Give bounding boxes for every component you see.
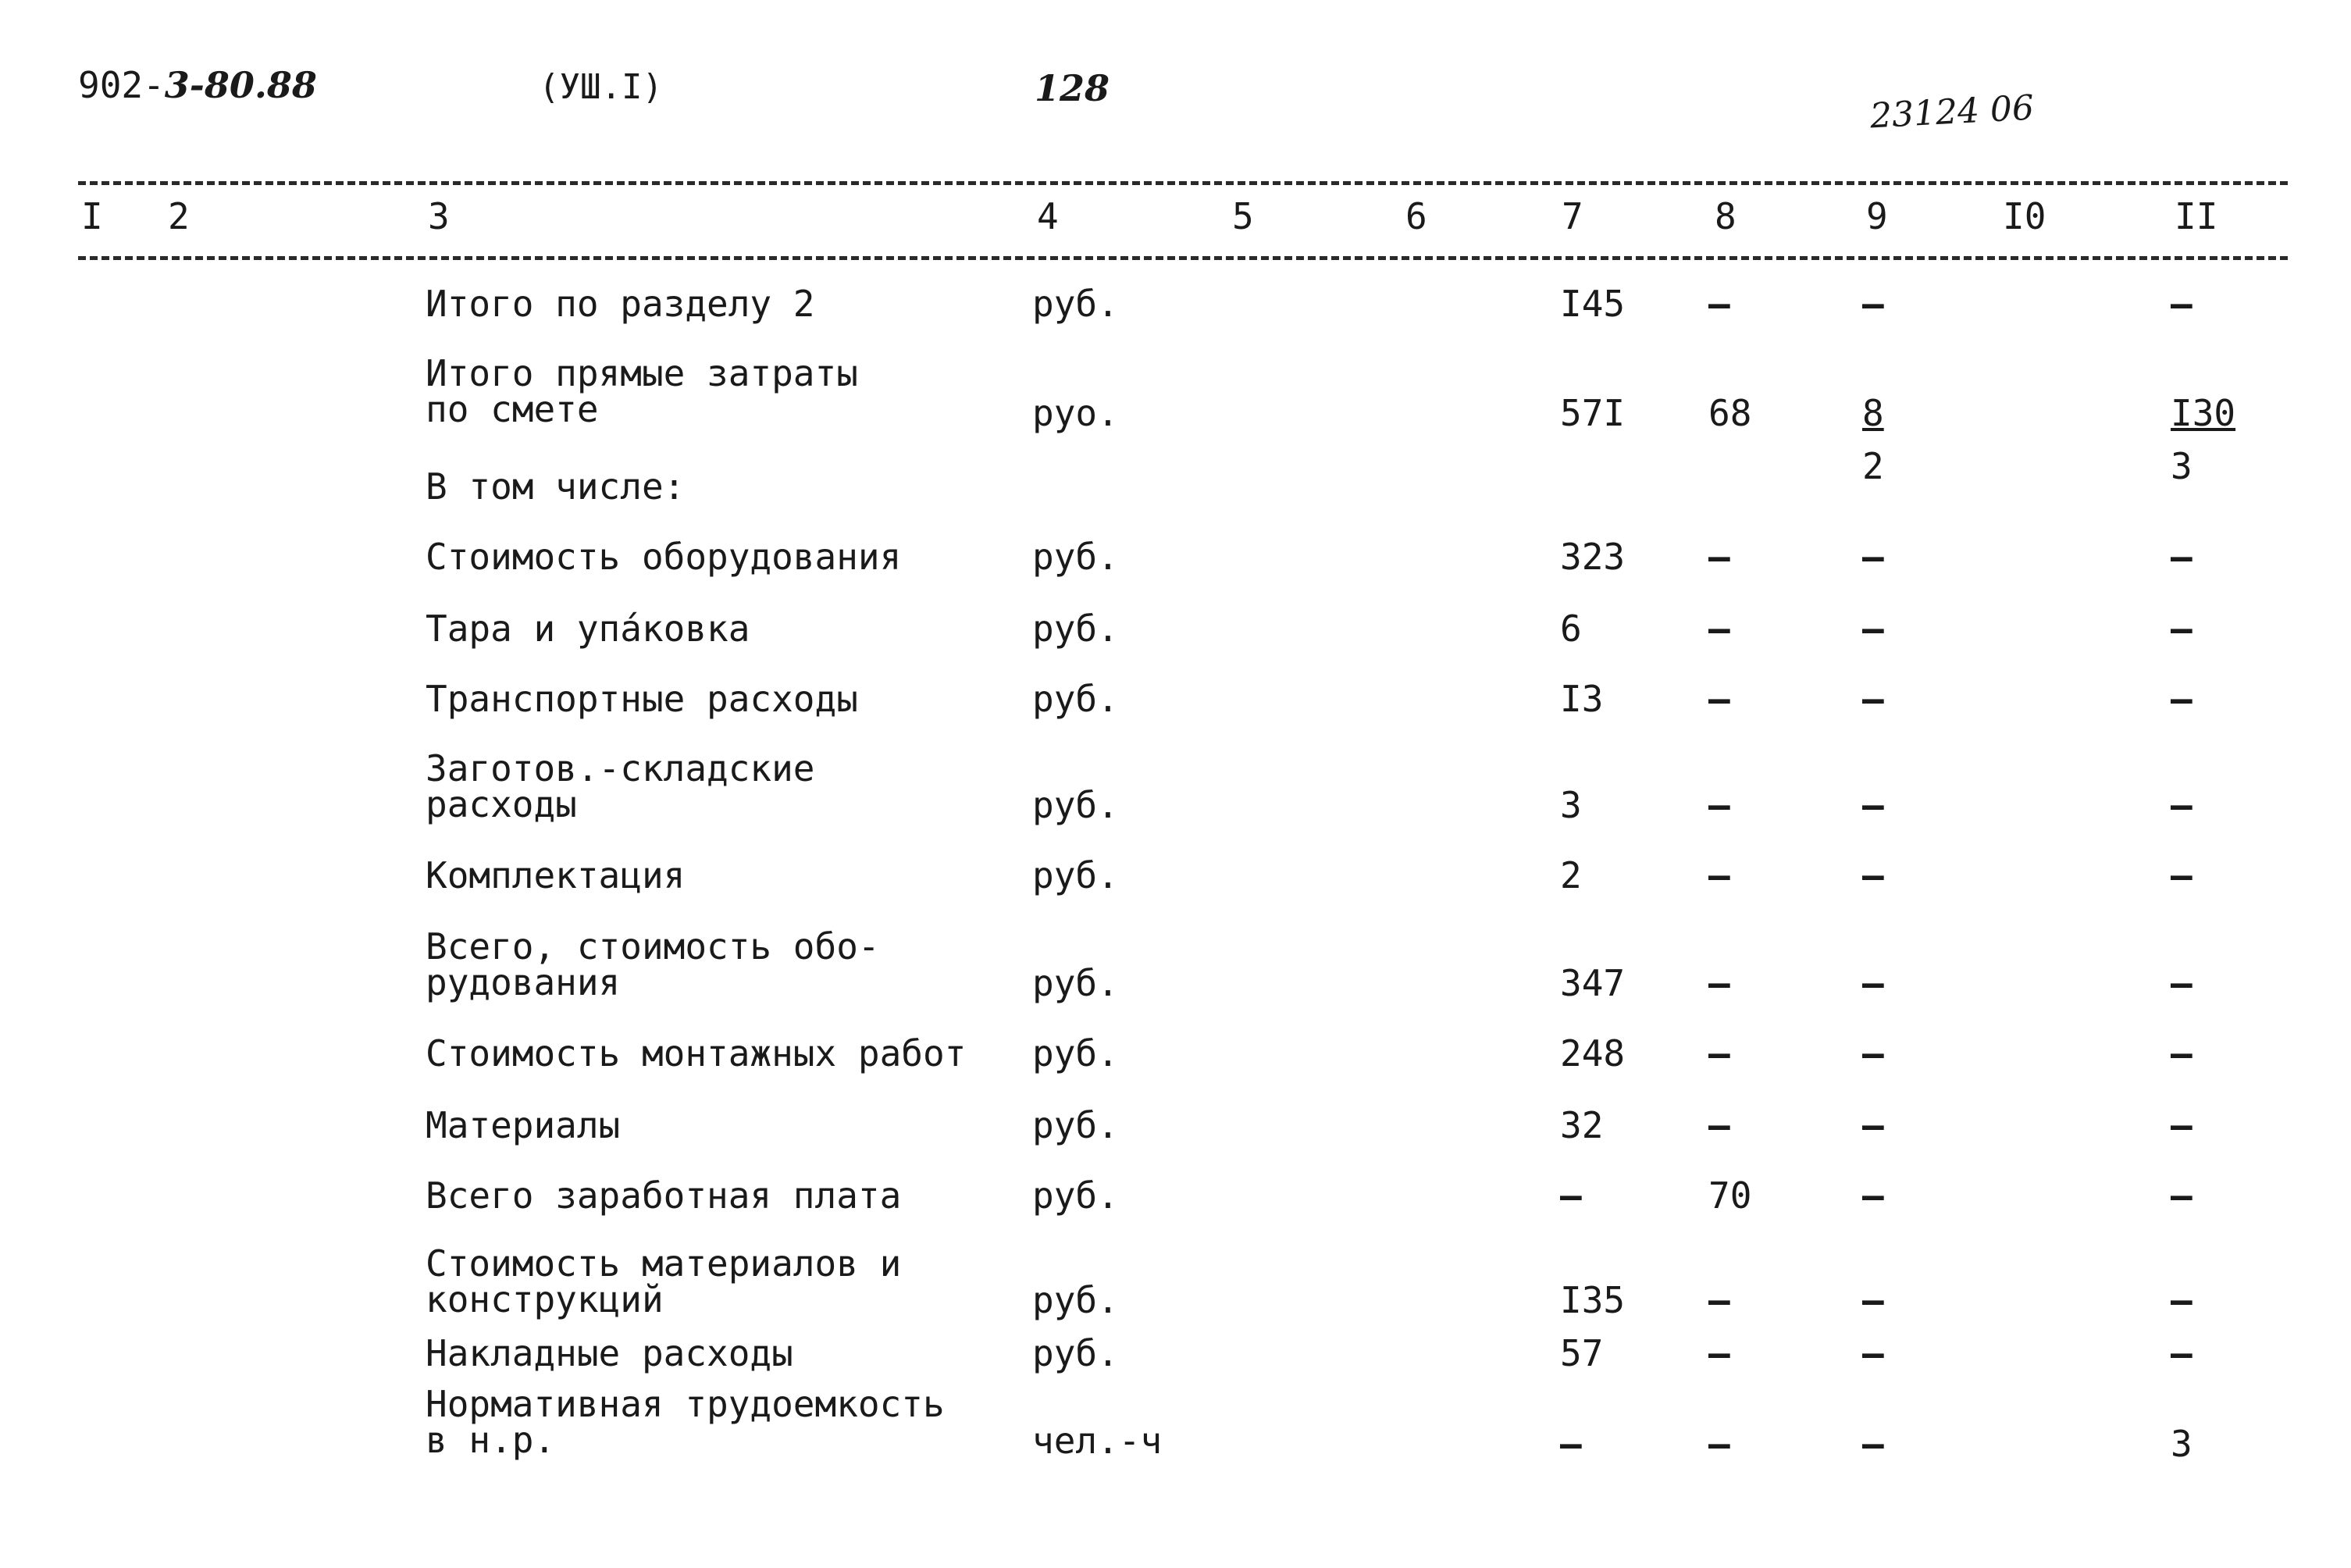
row-label: В том числе: [426, 465, 686, 508]
cell-col11: – [2171, 1032, 2192, 1074]
cell-col11: – [2171, 962, 2192, 1004]
row-label-line2: рудования [426, 961, 621, 1003]
row-unit: чел.-ч [1032, 1420, 1163, 1462]
row-unit: руб. [1032, 1104, 1119, 1146]
cell-col9: – [1862, 854, 1884, 896]
cell-col9: – [1862, 1032, 1884, 1074]
cell-col8: – [1708, 784, 1730, 826]
row-label-line2: расходы [426, 783, 577, 825]
cell-col9: – [1862, 1423, 1884, 1465]
page-number: 128 [1035, 67, 1110, 109]
cell-col8: – [1708, 283, 1730, 325]
row-label-line1: Итого прямые затраты [426, 352, 858, 394]
cell-col11: – [2171, 854, 2192, 896]
row-label-line1: Заготов.-складские [426, 747, 815, 789]
cell-col9: – [1862, 1279, 1884, 1321]
col-header-11: II [2175, 195, 2218, 237]
row-label: Накладные расходы [426, 1332, 793, 1374]
cell-col7: – [1560, 1174, 1582, 1217]
cell-col11: – [2171, 1174, 2192, 1217]
header-rule-top [78, 181, 2288, 185]
cell-col11: – [2171, 784, 2192, 826]
cell-col8: – [1708, 1032, 1730, 1074]
sheet-number: 23124 06 [1868, 87, 2036, 137]
row-unit: руб. [1032, 608, 1119, 650]
row-label: Тара и упáковка [426, 608, 750, 650]
cell-col8: – [1708, 1423, 1730, 1465]
cell-col9-numerator: 8 [1862, 392, 1884, 434]
header-rule-bottom [78, 256, 2288, 260]
cell-col11: – [2171, 536, 2192, 578]
cell-col7: 57 [1560, 1332, 1604, 1374]
code-handwritten: 3-80.88 [164, 64, 317, 106]
cell-col9: – [1862, 784, 1884, 826]
cell-col7: 3 [1560, 784, 1582, 826]
cell-col8: – [1708, 1279, 1730, 1321]
cell-col7: 347 [1560, 962, 1626, 1004]
cell-col7: I3 [1560, 678, 1604, 720]
cell-col11: – [2171, 1279, 2192, 1321]
cell-col8: – [1708, 536, 1730, 578]
row-label-line1: Нормативная трудоемкость [426, 1383, 945, 1425]
row-unit: руб. [1032, 962, 1119, 1004]
col-header-7: 7 [1562, 195, 1583, 237]
cell-col8: – [1708, 962, 1730, 1004]
row-label-line1: Всего, стоимость обо- [426, 925, 880, 968]
col-header-8: 8 [1715, 195, 1737, 237]
cell-col7: 57I [1560, 392, 1626, 434]
row-unit: руб. [1032, 536, 1119, 578]
row-label: Комплектация [426, 854, 686, 896]
cell-col8: – [1708, 1104, 1730, 1146]
row-label: Стоимость монтажных работ [426, 1032, 967, 1074]
cell-col7: 2 [1560, 854, 1582, 896]
row-unit: руб. [1032, 854, 1119, 896]
col-header-5: 5 [1232, 195, 1254, 237]
cell-col9: – [1862, 536, 1884, 578]
cell-col11: 3 [2171, 1423, 2192, 1465]
row-unit: руб. [1032, 1279, 1119, 1321]
cell-col9-denominator: 2 [1862, 445, 1884, 487]
cell-col8: 68 [1708, 392, 1752, 434]
cell-col7: 6 [1560, 608, 1582, 650]
row-label: Материалы [426, 1104, 621, 1146]
cell-col9: – [1862, 283, 1884, 325]
col-header-2: 2 [168, 195, 190, 237]
document-code [78, 64, 317, 106]
row-label-line2: конструкций [426, 1278, 664, 1320]
cell-col11: – [2171, 283, 2192, 325]
cell-col7: 323 [1560, 536, 1626, 578]
cell-col11-numerator: I30 [2171, 392, 2236, 434]
row-label-line2: в н.р. [426, 1419, 556, 1461]
cell-col9: – [1862, 1104, 1884, 1146]
cell-col7: – [1560, 1423, 1582, 1465]
row-unit: руб. [1032, 1174, 1119, 1217]
cell-col9: – [1862, 962, 1884, 1004]
cell-col8: – [1708, 608, 1730, 650]
cell-col11: – [2171, 608, 2192, 650]
cell-col8: 70 [1708, 1174, 1752, 1217]
cell-col8: – [1708, 1332, 1730, 1374]
cell-col9: – [1862, 1332, 1884, 1374]
cell-col7: 32 [1560, 1104, 1604, 1146]
cell-col11: – [2171, 678, 2192, 720]
cell-col8: – [1708, 678, 1730, 720]
row-label: Всего заработная плата [426, 1174, 902, 1217]
cell-col9: – [1862, 1174, 1884, 1217]
cell-col9: – [1862, 608, 1884, 650]
row-label: Стоимость оборудования [426, 536, 902, 578]
row-unit: руб. [1032, 1032, 1119, 1074]
cell-col7: I35 [1560, 1279, 1626, 1321]
col-header-9: 9 [1866, 195, 1888, 237]
cell-col8: – [1708, 854, 1730, 896]
row-unit: руо. [1032, 392, 1119, 434]
code-prefix: 902- [78, 64, 165, 106]
row-label: Итого по разделу 2 [426, 283, 815, 325]
row-label-line1: Стоимость материалов и [426, 1242, 902, 1285]
row-label-line2: по смете [426, 388, 599, 430]
row-unit: руб. [1032, 1332, 1119, 1374]
col-header-1: I [81, 195, 103, 237]
cell-col7: 248 [1560, 1032, 1626, 1074]
row-unit: руб. [1032, 678, 1119, 720]
col-header-6: 6 [1405, 195, 1427, 237]
cell-col11: – [2171, 1104, 2192, 1146]
cell-col7: I45 [1560, 283, 1626, 325]
row-unit: руб. [1032, 283, 1119, 325]
section-label: (УШ.I) [539, 67, 663, 107]
col-header-4: 4 [1037, 195, 1059, 237]
cell-col11: – [2171, 1332, 2192, 1374]
col-header-10: I0 [2003, 195, 2046, 237]
cell-col11-denominator: 3 [2171, 445, 2192, 487]
row-label: Транспортные расходы [426, 678, 858, 720]
col-header-3: 3 [428, 195, 450, 237]
cell-col9: – [1862, 678, 1884, 720]
row-unit: руб. [1032, 784, 1119, 826]
